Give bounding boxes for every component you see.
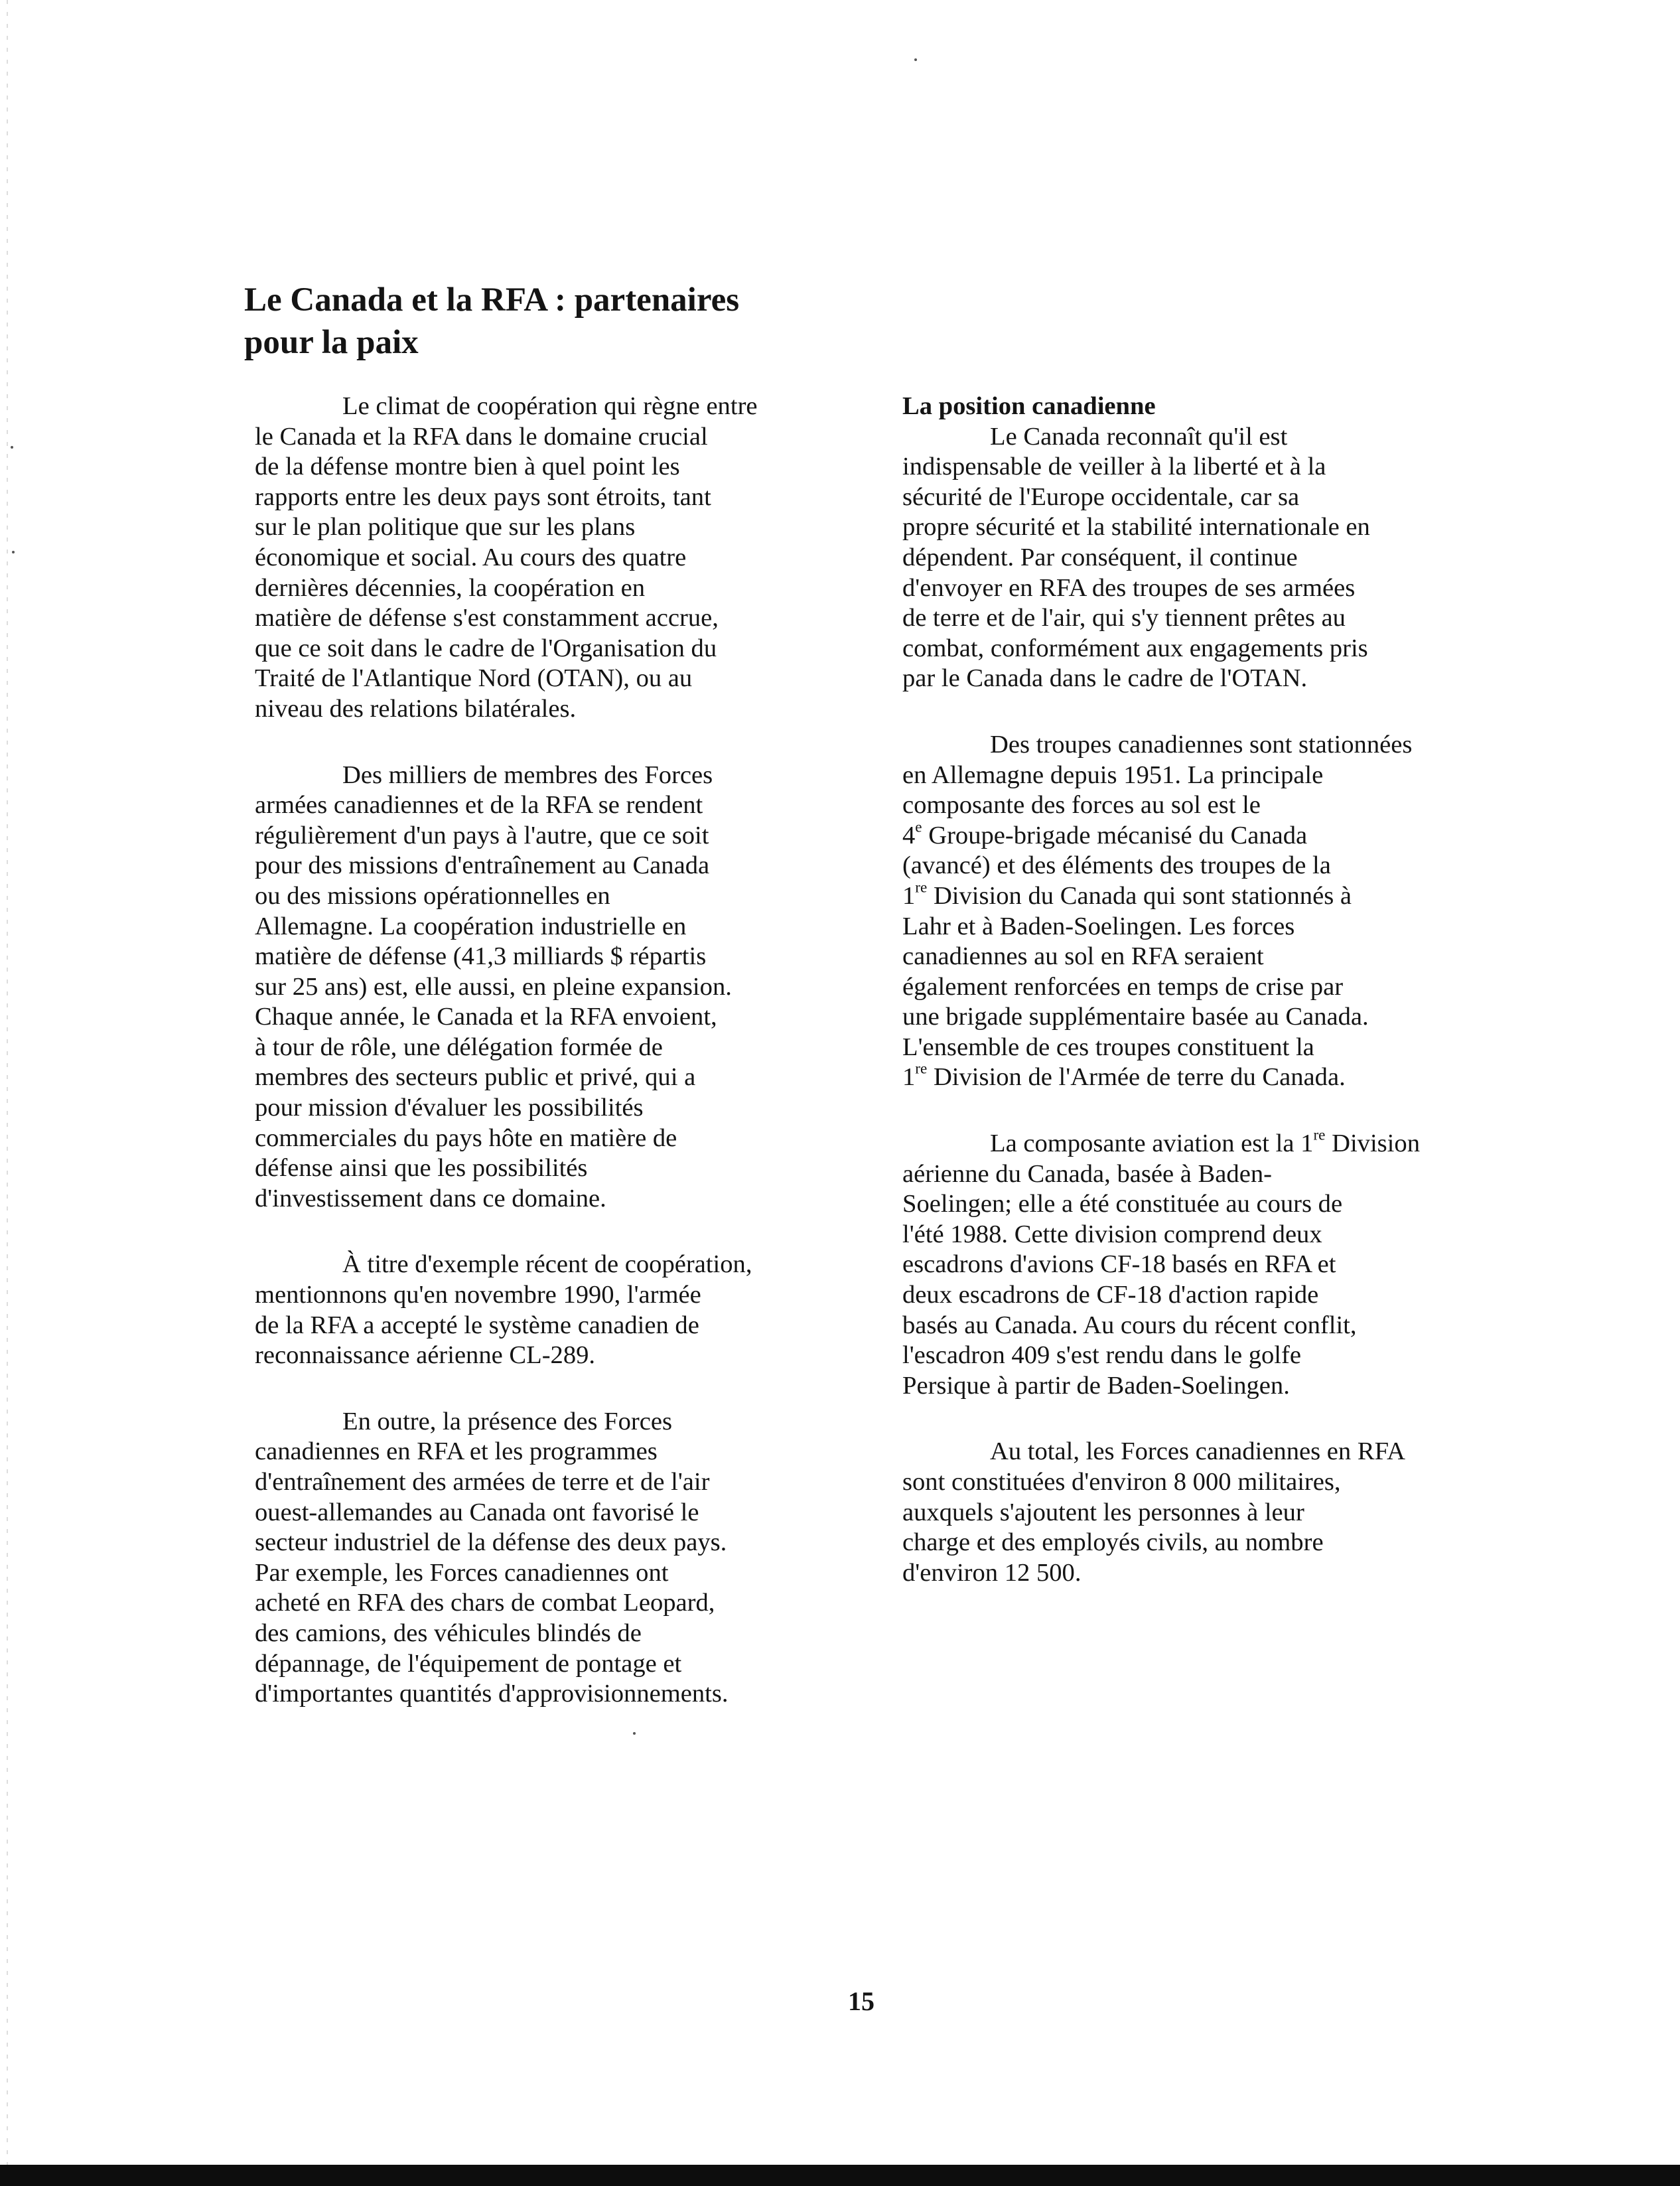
text-line (902, 818, 1456, 851)
text-line: basés au Canada. Au cours du récent conflit, (902, 1311, 1357, 1339)
paragraph (255, 761, 825, 1214)
text-line: En outre, la présence des Forces (342, 1407, 673, 1435)
ordinal-suffix: re (915, 879, 928, 897)
text-line: sont constituées d'environ 8 000 militaires, (902, 1468, 1341, 1496)
text-line: canadiennes en RFA et les programmes (255, 1437, 658, 1466)
text-line: Traité de l'Atlantique Nord (OTAN), ou au (255, 664, 693, 693)
text-fragment: La composante aviation est la 1 (990, 1129, 1314, 1158)
text-fragment: Division du Canada qui sont stationnés à (927, 881, 1352, 910)
text-line: canadiennes au sol en RFA seraient (902, 942, 1264, 971)
text-line: Persique à partir de Baden-Soelingen. (902, 1371, 1290, 1400)
text-line: dépendent. Par conséquent, il continue (902, 543, 1298, 571)
ordinal-suffix: re (915, 1060, 928, 1078)
text-line: dernières décennies, la coopération en (255, 573, 646, 602)
ordinal-suffix: e (915, 818, 922, 836)
text-line: Chaque année, le Canada et la RFA envoient, (255, 1003, 717, 1031)
text-line: l'été 1988. Cette division comprend deux (902, 1220, 1322, 1248)
text-line: reconnaissance aérienne CL-289. (255, 1341, 596, 1370)
text-line: Soelingen; elle a été constituée au cours de (902, 1190, 1343, 1218)
text-line: secteur industriel de la défense des deux pays. (255, 1528, 727, 1557)
left-column (255, 392, 825, 1740)
text-line: L'ensemble de ces troupes constituent la (902, 1033, 1314, 1061)
text-line: acheté en RFA des chars de combat Leopard, (255, 1589, 715, 1617)
text-line: escadrons d'avions CF-18 basés en RFA et (902, 1250, 1336, 1279)
text-line: composante des forces au sol est le (902, 791, 1261, 820)
text-line: combat, conformément aux engagements pris (902, 634, 1368, 662)
text-line: par le Canada dans le cadre de l'OTAN. (902, 664, 1308, 693)
paragraph (255, 392, 825, 725)
text-line: ou des missions opérationnelles en (255, 881, 610, 910)
text-line: de la défense montre bien à quel point les (255, 453, 680, 481)
text-line: d'environ 12 500. (902, 1558, 1082, 1587)
text-line: aérienne du Canada, basée à Baden- (902, 1159, 1272, 1188)
scan-bottom-border (0, 2165, 1680, 2186)
text-line: le Canada et la RFA dans le domaine crucial (255, 422, 708, 451)
ordinal-suffix: re (1313, 1126, 1326, 1144)
ordinal-number: 4 (902, 821, 916, 849)
title-line: pour la paix (244, 324, 419, 361)
paragraph (255, 1250, 825, 1370)
right-column (902, 392, 1456, 1619)
text-line: À titre d'exemple récent de coopération, (342, 1250, 752, 1279)
scan-speck (914, 58, 917, 61)
title-line: Le Canada et la RFA : partenaires (244, 281, 740, 319)
text-line: membres des secteurs public et privé, qui a (255, 1063, 696, 1092)
scan-speck (12, 551, 15, 553)
text-line: d'entraînement des armées de terre et de l'air (255, 1468, 710, 1496)
text-fragment: Division (1325, 1129, 1420, 1158)
text-line: de terre et de l'air, qui s'y tiennent prêtes au (902, 604, 1346, 632)
text-line: une brigade supplémentaire basée au Canada. (902, 1003, 1369, 1031)
paragraph (902, 1126, 1456, 1401)
paragraph (902, 422, 1456, 694)
text-line: auxquels s'ajoutent les personnes à leur (902, 1498, 1304, 1526)
text-line (902, 1062, 1456, 1093)
scan-speck (11, 446, 13, 449)
text-line: des camions, des véhicules blindés de (255, 1619, 642, 1647)
text-line: (avancé) et des éléments des troupes de la (902, 851, 1331, 880)
text-line: d'importantes quantités d'approvisionnements. (255, 1680, 729, 1708)
text-line: mentionnons qu'en novembre 1990, l'armée (255, 1281, 701, 1309)
text-fragment: Division de l'Armée de terre du Canada. (927, 1063, 1346, 1092)
text-line: Lahr et à Baden-Soelingen. Les forces (902, 912, 1295, 940)
text-line: Des milliers de membres des Forces (342, 761, 713, 789)
paragraph (255, 1407, 825, 1710)
text-line: en Allemagne depuis 1951. La principale (902, 761, 1324, 789)
text-line: commerciales du pays hôte en matière de (255, 1124, 677, 1152)
text-line: Au total, les Forces canadiennes en RFA (990, 1437, 1406, 1466)
text-line: Allemagne. La coopération industrielle en (255, 912, 687, 940)
text-line: économique et social. Au cours des quatre (255, 543, 687, 571)
text-line: sur le plan politique que sur les plans (255, 513, 636, 542)
text-line: d'envoyer en RFA des troupes de ses armées (902, 573, 1356, 602)
text-line (902, 1126, 1456, 1159)
text-line: rapports entre les deux pays sont étroits, tant (255, 482, 711, 511)
text-line: charge et des employés civils, au nombre (902, 1528, 1324, 1557)
text-line: deux escadrons de CF-18 d'action rapide (902, 1281, 1319, 1309)
text-line: régulièrement d'un pays à l'autre, que ce soit (255, 821, 709, 849)
text-line: d'investissement dans ce domaine. (255, 1184, 606, 1212)
text-fragment: Groupe-brigade mécanisé du Canada (922, 821, 1308, 849)
ordinal-number: 1 (902, 1063, 916, 1092)
page-title (244, 279, 841, 364)
ordinal-number: 1 (902, 881, 916, 910)
text-line: également renforcées en temps de crise par (902, 972, 1344, 1001)
text-line: que ce soit dans le cadre de l'Organisation du (255, 634, 717, 662)
text-line: Par exemple, les Forces canadiennes ont (255, 1558, 669, 1587)
section-heading: La position canadienne (902, 392, 1156, 420)
text-line: sur 25 ans) est, elle aussi, en pleine expansion. (255, 972, 732, 1001)
text-line: défense ainsi que les possibilités (255, 1154, 588, 1183)
text-line: dépannage, de l'équipement de pontage et (255, 1649, 682, 1678)
text-line: matière de défense s'est constamment accrue, (255, 604, 719, 632)
text-line: armées canadiennes et de la RFA se rendent (255, 791, 703, 820)
text-line: propre sécurité et la stabilité internationale en (902, 513, 1370, 542)
text-line: matière de défense (41,3 milliards $ répartis (255, 942, 707, 971)
paragraph (902, 730, 1456, 1093)
text-line: à tour de rôle, une délégation formée de (255, 1033, 663, 1061)
text-line: niveau des relations bilatérales. (255, 694, 577, 723)
text-line: Des troupes canadiennes sont stationnées (990, 730, 1413, 759)
text-line: ouest-allemandes au Canada ont favorisé le (255, 1498, 699, 1526)
text-line: de la RFA a accepté le système canadien de (255, 1311, 699, 1339)
text-line: Le climat de coopération qui règne entre (342, 392, 758, 420)
text-line: indispensable de veiller à la liberté et à la (902, 453, 1326, 481)
text-line: pour des missions d'entraînement au Canada (255, 851, 710, 880)
scan-edge-artifact (7, 0, 8, 2165)
text-line (902, 881, 1456, 912)
page-number: 15 (848, 1986, 875, 2016)
paragraph (902, 1437, 1456, 1588)
text-line: l'escadron 409 s'est rendu dans le golfe (902, 1341, 1301, 1370)
text-line: pour mission d'évaluer les possibilités (255, 1094, 644, 1122)
text-line: sécurité de l'Europe occidentale, car sa (902, 482, 1300, 511)
text-line: Le Canada reconnaît qu'il est (990, 422, 1288, 451)
